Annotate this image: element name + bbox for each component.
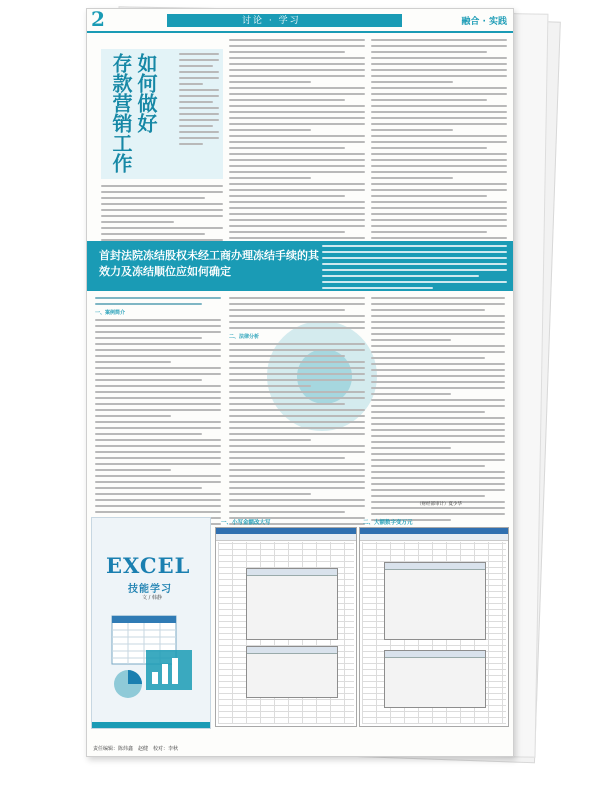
excel-section-label: 一、小写金额改大写 — [221, 520, 271, 526]
article-subhead: 一、案例简介 — [95, 310, 126, 316]
feature-text-column — [229, 39, 365, 273]
section-title: 讨论 · 学习 — [242, 16, 301, 26]
feature-text-column — [179, 53, 219, 149]
header-right-label: 融合 · 实践 — [461, 17, 507, 27]
feature-vertical-title — [103, 53, 158, 193]
excel-screenshot — [215, 527, 357, 727]
excel-section-label: 二、大额数字变万元 — [363, 520, 413, 526]
vertical-title-line: 如何做好 — [134, 53, 158, 133]
excel-title: EXCEL — [106, 553, 191, 578]
format-dialog — [384, 562, 486, 640]
format-dialog — [384, 650, 486, 708]
page-header — [87, 9, 513, 33]
article-text-column — [371, 297, 505, 525]
excel-author: 文 / 韩静 — [142, 595, 162, 601]
article-byline: （财经部审计）夏少华 — [417, 502, 462, 507]
vertical-title-line: 存款营销工作 — [109, 53, 133, 173]
article-lead-text — [322, 245, 507, 293]
format-dialog — [246, 646, 338, 698]
feature-text-column — [371, 39, 507, 273]
excel-feature-box — [91, 517, 211, 729]
page-number: 2 — [91, 8, 105, 31]
excel-bottom-bar — [92, 722, 210, 728]
article-text-column — [95, 297, 221, 535]
excel-illustration — [106, 610, 198, 706]
format-dialog — [246, 568, 338, 640]
page-footer-credits: 责任编辑：陈炜鑫 赵健 校对：李秋 — [93, 746, 179, 752]
excel-subtitle: 技能学习 — [128, 584, 172, 595]
article-headline-band — [87, 241, 513, 291]
excel-screenshot — [359, 527, 509, 727]
article-subhead: 二、法律分析 — [229, 334, 260, 340]
newspaper-page — [86, 8, 514, 757]
article-text-column — [229, 297, 365, 535]
feature-text-column — [101, 185, 223, 245]
article-headline: 首封法院冻结股权未经工商办理冻结手续的其效力及冻结顺位应如何确定 — [99, 249, 319, 278]
